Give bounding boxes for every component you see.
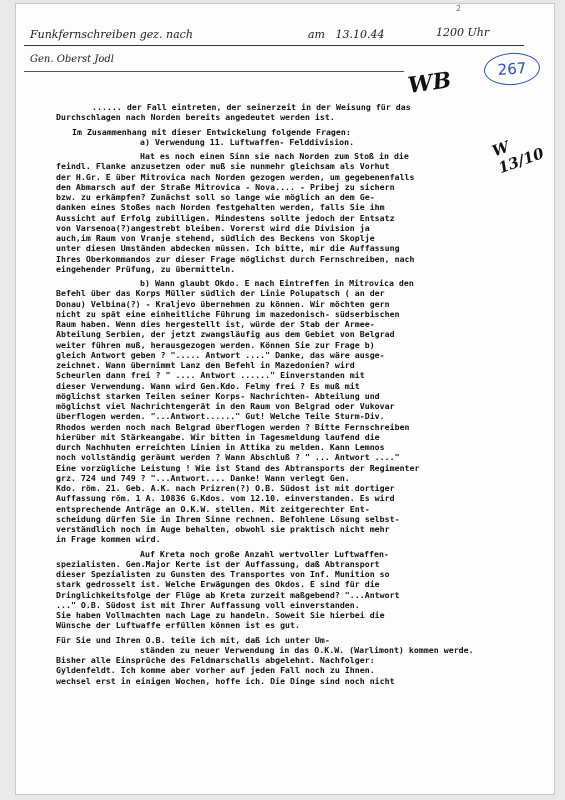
text-line: verständlich noch im Auge behalten, obwohl sie praktisch nicht mehr	[56, 524, 390, 534]
text-line: von Varsenoa(?)angestrebt bleiben. Vorerst wird die Division ja	[56, 222, 370, 233]
text-line: bzw. zu erkämpfen? Zunächst soll so lange wie möglich an dem Ge-	[56, 192, 375, 202]
text-line: ...... der Fall eintreten, der seinerzeit in der Weisung für das	[92, 102, 411, 112]
text-line: noch vollständig geräumt werden ? Wann Abschluß ? " ... Antwort ...."	[56, 452, 400, 463]
recipient-rule	[24, 71, 404, 72]
text-line: möglichst viel Nachrichtengerät in den Raum von Belgrad oder Vukovar	[56, 401, 395, 411]
text-line: dieser Verwendung. Wann wird Gen.Kdo. Felmy frei ? Es muß mit	[56, 380, 360, 391]
folio-number-stamp: 267	[483, 51, 541, 87]
text-line: weiter führen muß, herausgezogen werden. Können Sie zur Frage b)	[56, 339, 375, 350]
text-line: Rhodos werden noch nach Belgrad überflogen werden ? Bitte Fernschreiben	[56, 421, 410, 432]
text-line: entsprechende Anträge an O.K.W. stellen. Mit zeitgerechter Ent-	[56, 503, 370, 514]
text-line: Dringlichkeitsfolge der Flüge ab Kreta zurzeit maßgebend? "...Antwort	[56, 589, 400, 600]
text-line: Bisher alle Einsprüche des Feldmarschalls abgelehnt. Nachfolger:	[56, 655, 375, 665]
text-line: Aussicht auf Erfolg zubilligen. Mindestens sollte jedoch der Entsatz	[56, 212, 395, 223]
text-line: ständen zu neuer Verwendung in das O.K.W. (Warlimont) kommen werde.	[140, 644, 474, 655]
handwritten-header-line: Funkfernschreiben gez. nach	[30, 28, 193, 41]
text-line: Auf Kreta noch große Anzahl wertvoller Luftwaffen-	[140, 548, 389, 559]
text-line: Abteilung Serbien, der jetzt zwangsläufig aus dem Gebiet von Belgrad	[56, 329, 395, 340]
text-line: durch Nachhuten erreichten Linien in Attika zu melden. Kann Lemnos	[56, 442, 385, 452]
text-line: Für Sie und Ihren O.B. teile ich mit, daß ich unter Um-	[56, 634, 330, 645]
text-line: der H.Gr. E über Mitrovica nach Norden gezogen werden, um gegebenenfalls	[56, 171, 415, 182]
text-line: Ihres Oberkommandos zur dieser Frage möglichst durch Fernschreiben, nach	[56, 253, 415, 264]
header-rule	[24, 45, 524, 46]
text-line: eingehender Prüfung, zu übermitteln.	[56, 263, 236, 274]
text-line: Im Zusammenhang mit dieser Entwickelung folgende Fragen:	[72, 126, 351, 137]
text-line: hierüber mit Stärkeangabe. Wir bitten in Tagesmeldung laufend die	[56, 431, 380, 442]
text-line: Wünsche der Luftwaffe erfüllen können ist es gut.	[56, 620, 300, 631]
text-line: feindl. Flanke anzusetzen oder muß sie nunmehr gleichsam als Vorhut	[56, 161, 390, 172]
handwritten-time: 1200 Uhr	[436, 26, 490, 39]
text-line: möglichst starken Teilen seiner Korps- Nachrichten- Abteilung und	[56, 390, 380, 401]
document-body	[56, 102, 546, 686]
text-line: scheidung dürfen Sie in Ihrem Sinne rechnen. Befohlene Lösung selbst-	[56, 513, 400, 524]
document-page	[16, 4, 554, 794]
text-line: ..." O.B. Südost ist mit Ihrer Auffassung voll einverstanden.	[56, 599, 360, 610]
text-line: Raum haben. Wenn dies hergestellt ist, würde der Stab der Armee-	[56, 319, 375, 329]
text-line: Durchschlagen nach Norden bereits angedeutet werden ist.	[56, 112, 335, 123]
handwritten-recipient-line: Gen. Oberst Jodl	[30, 54, 114, 65]
text-line: nicht zu spät eine einheitliche Führung im mazedonisch- südserbischen	[56, 308, 400, 319]
text-line: Auffassung röm. 1 A. 10836 G.Kdos. vom 12.10. einverstanden. Es wird	[56, 493, 395, 504]
text-line: gleich Antwort geben ? "..... Antwort ...." Danke, das wäre ausge-	[56, 349, 385, 360]
text-line: in Frage kommen wird.	[56, 534, 161, 545]
text-line: dieser Spezialisten zu Gunsten des Transportes von Inf. Munition so	[56, 569, 390, 579]
text-line: Hat es noch einen Sinn sie nach Norden zum Stoß in die	[140, 151, 409, 161]
handwritten-date	[308, 28, 384, 41]
date-value: 13.10.44	[335, 28, 385, 41]
text-line: auch,im Raum von Vranje stehend, südlich des Beckens von Skoplje	[56, 233, 375, 243]
text-line: Donau) Velbina(?) - Kraljevo übernehmen zu können. Wir möchten gern	[56, 298, 390, 309]
text-line: den Abmarsch auf der Straße Mitrovica - Nova.... - Pribej zu sichern	[56, 181, 395, 192]
text-line: unter diesen Umständen abdecken müssen. Ich bitte, mir die Auffassung	[56, 243, 400, 254]
text-line: Sie haben Vollmachten nach Lage zu handeln. Soweit Sie hierbei die	[56, 610, 385, 620]
text-line: stark gedrosselt ist. Welche Erwägungen des Okdos. E sind für die	[56, 579, 380, 590]
text-line: Gyldenfeldt. Ich komme aber vorher auf jeden Fall noch zu Ihnen.	[56, 665, 375, 676]
text-line: Scheurlen dann frei ? " .... Antwort ......" Einverstanden mit	[56, 370, 365, 381]
text-line: Befehl über das Korps Müller südlich der Linie Polupatsch ( an der	[56, 288, 385, 299]
date-prefix: am	[308, 28, 325, 41]
text-line: Kdo. röm. 21. Geb. A.K. nach Prizren(?) O.B. Südost ist mit dortiger	[56, 483, 395, 493]
text-line: zeichnet. Wann übernimmt Lanz den Befehl in Mazedonien? wird	[56, 360, 355, 370]
handwritten-initials: WB	[406, 67, 453, 99]
text-line: b) Wann glaubt Okdo. E nach Eintreffen in Mitrovica den	[140, 278, 414, 288]
text-line: grz. 724 und 749 ? "...Antwort.... Danke! Wann verlegt Gen.	[56, 472, 350, 483]
text-line: wechsel erst in einigen Wochen, hoffe ich. Die Dinge sind noch nicht	[56, 675, 395, 686]
text-line: Eine vorzügliche Leistung ! Wie ist Stand des Abtransports der Regimenter	[56, 462, 420, 473]
corner-mark: 2	[456, 4, 462, 13]
text-line: überflogen werden. "...Antwort......" Gut! Welche Teile Sturm-Div.	[56, 411, 385, 422]
text-line: danken eines Stoßes nach Norden festgehalten werden, falls Sie ihm	[56, 202, 385, 213]
text-line: spezialisten. Gen.Major Kerte ist der Auffassung, daß Abtransport	[56, 558, 380, 569]
margin-annotation: W 13/10	[489, 137, 547, 178]
text-line: a) Verwendung 11. Luftwaffen- Felddivision.	[140, 136, 355, 147]
